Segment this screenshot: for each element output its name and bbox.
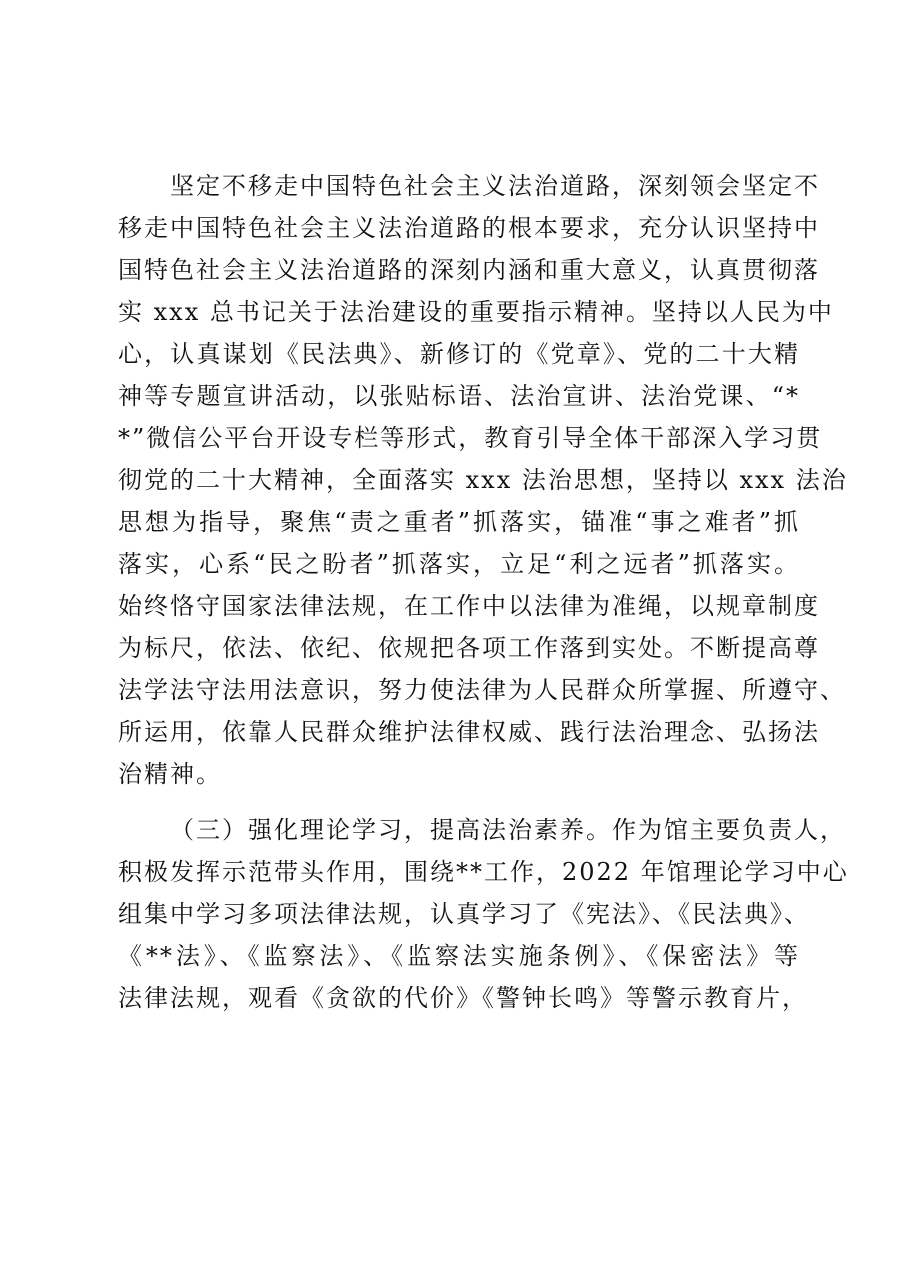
text-line: *”微信公平台开设专栏等形式，教育引导全体干部深入学习贯 (118, 424, 823, 452)
text-line: 实 xxx 总书记关于法治建设的重要指示精神。坚持以人民为中 (118, 298, 834, 326)
text-line: 坚定不移走中国特色社会主义法治道路，深刻领会坚定不 (170, 172, 820, 200)
text-line: 移走中国特色社会主义法治道路的根本要求，充分认识坚持中 (118, 214, 820, 242)
text-line: 法律法规，观看《贪欲的代价》《警钟长鸣》等警示教育片， (118, 984, 808, 1012)
text-line: 心，认真谋划《民法典》、新修订的《党章》、党的二十大精 (118, 340, 800, 368)
text-line: 为标尺，依法、依纪、依规把各项工作落到实处。不断提高尊 (118, 634, 820, 662)
text-line: 所运用，依靠人民群众维护法律权威、践行法治理念、弘扬法 (118, 718, 820, 746)
text-line: （三）强化理论学习，提高法治素养。作为馆主要负责人， (170, 816, 846, 844)
text-line: 治精神。 (118, 760, 222, 788)
text-line: 神等专题宣讲活动，以张贴标语、法治宣讲、法治党课、“* (118, 382, 800, 410)
text-line: 始终恪守国家法律法规，在工作中以法律为准绳，以规章制度 (118, 592, 820, 620)
text-line: 彻党的二十大精神，全面落实 xxx 法治思想，坚持以 xxx 法治 (118, 466, 848, 494)
text-line: 思想为指导，聚焦“责之重者”抓落实，锚准“事之难者”抓 (118, 508, 800, 536)
text-line: 国特色社会主义法治道路的深刻内涵和重大意义，认真贯彻落 (118, 256, 820, 284)
document-body (118, 165, 849, 1019)
text-line: 《**法》、《监察法》、《监察法实施条例》、《保密法》等 (118, 942, 800, 970)
text-line: 法学法守法用法意识，努力使法律为人民群众所掌握、所遵守、 (118, 676, 846, 704)
text-line: 组集中学习多项法律法规，认真学习了《宪法》、《民法典》、 (118, 900, 810, 928)
paragraph-gap (118, 795, 818, 809)
text-line: 积极发挥示范带头作用，围绕**工作，2022 年馆理论学习中心 (118, 858, 849, 886)
text-line: 落实，心系“民之盼者”抓落实，立足“利之远者”抓落实。 (118, 550, 800, 578)
